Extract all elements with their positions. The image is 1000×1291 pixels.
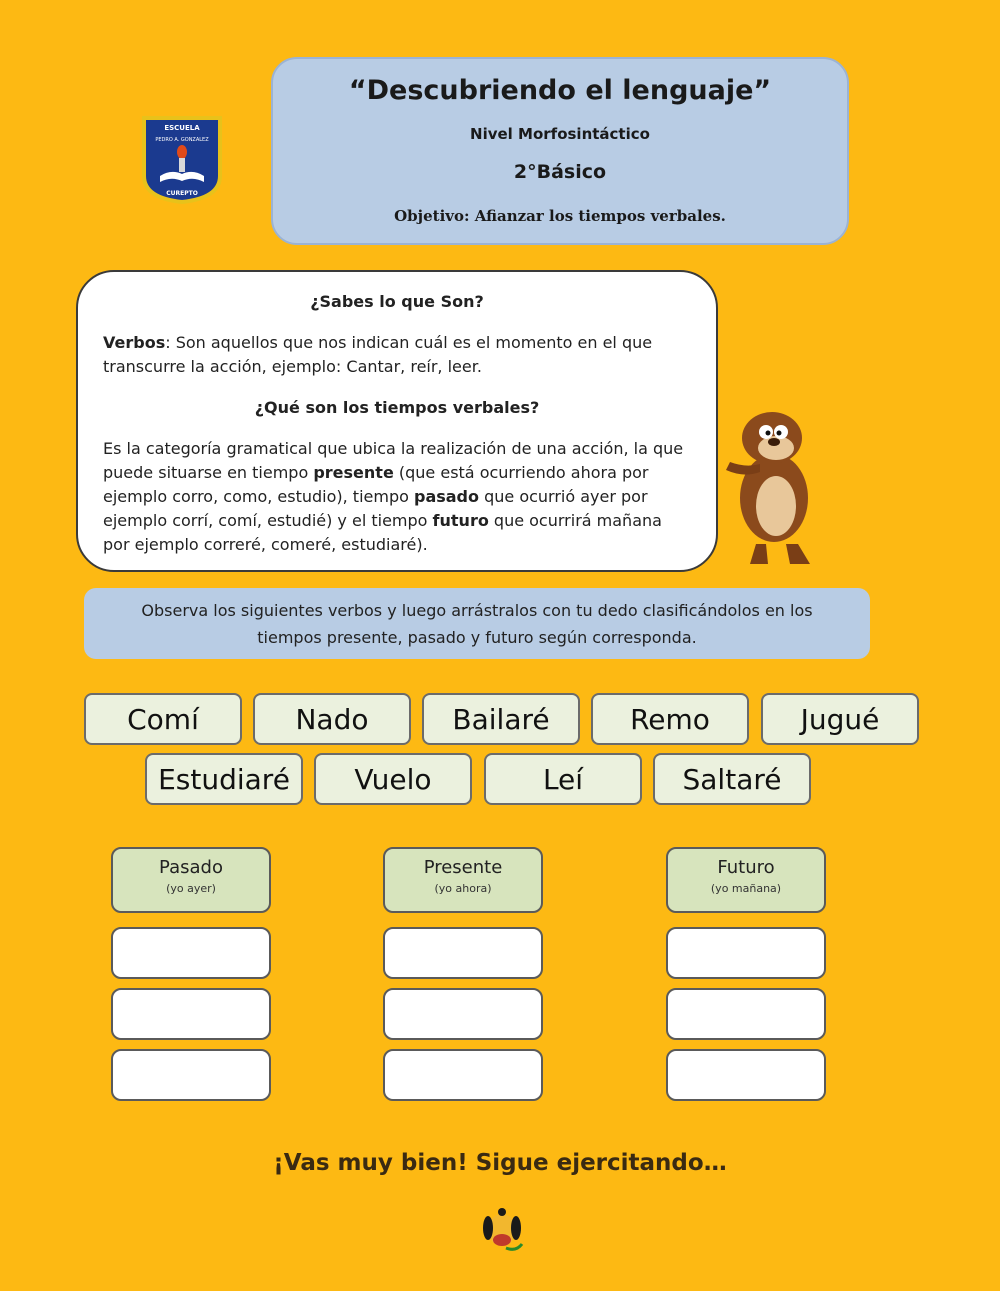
category-pasado [111, 847, 271, 913]
info-box [76, 270, 718, 572]
verbs-term: Verbos [103, 333, 166, 352]
tenses-text-d: que ocurrirá mañana por ejemplo correré, comeré, estudiaré). [103, 511, 662, 554]
tenses-text-a: Es la categoría gramatical que ubica la realización de una acción, la que puede situarse en tiempo [103, 439, 684, 482]
drop-zone-pasado-1[interactable] [111, 927, 271, 979]
drop-zone-futuro-1[interactable] [666, 927, 826, 979]
tenses-text-b: (que está ocurriendo ahora por ejemplo corro, como, estudio), tiempo [103, 463, 649, 506]
category-name: Futuro [717, 857, 775, 878]
category-futuro [666, 847, 826, 913]
page-title: “Descubriendo el lenguaje” [348, 75, 772, 106]
verbs-definition [103, 331, 691, 379]
category-name: Pasado [159, 857, 223, 878]
logo-bottom-text: CUREPTO [166, 190, 198, 197]
level-label: Nivel Morfosintáctico [470, 125, 650, 143]
tenses-definition [103, 437, 691, 557]
term-futuro: futuro [432, 511, 489, 530]
drop-zone-pasado-2[interactable] [111, 988, 271, 1040]
word-tile-vuelo[interactable]: Vuelo [314, 753, 472, 805]
pluto-dog-icon [476, 1200, 528, 1254]
instruction-text: Observa los siguientes verbos y luego arrástralos con tu dedo clasificándolos en los tiempos presente, pasado y futuro según corresponda. [141, 600, 813, 647]
grade-label: 2°Básico [513, 161, 607, 183]
verbs-definition-text: : Son aquellos que nos indican cuál es el momento en el que transcurre la acción, ejemplo: Cantar, reír, leer. [103, 333, 653, 376]
info-heading-verbs: ¿Sabes lo que Son? [310, 292, 484, 311]
tasmanian-devil-icon [716, 398, 828, 568]
word-tile-comi[interactable]: Comí [84, 693, 242, 745]
word-tile-bailare[interactable]: Bailaré [422, 693, 580, 745]
word-tile-saltare[interactable]: Saltaré [653, 753, 811, 805]
category-name: Presente [423, 857, 503, 878]
info-heading-tenses: ¿Qué son los tiempos verbales? [254, 398, 540, 417]
drop-zone-presente-1[interactable] [383, 927, 543, 979]
school-logo [140, 114, 224, 204]
word-tile-remo[interactable]: Remo [591, 693, 749, 745]
drop-zone-presente-2[interactable] [383, 988, 543, 1040]
word-tile-nado[interactable]: Nado [253, 693, 411, 745]
drop-zone-pasado-3[interactable] [111, 1049, 271, 1101]
word-tile-estudiare[interactable]: Estudiaré [145, 753, 303, 805]
logo-top-text: ESCUELA [164, 124, 200, 132]
word-tile-jugue[interactable]: Jugué [761, 693, 919, 745]
tenses-text-c: que ocurrió ayer por ejemplo corrí, comí, estudié) y el tiempo [103, 487, 648, 530]
header-box [271, 57, 849, 245]
category-presente [383, 847, 543, 913]
term-pasado: pasado [413, 487, 479, 506]
category-sub: (yo ahora) [434, 882, 492, 895]
closing-message: ¡Vas muy bien! Sigue ejercitando… [273, 1150, 727, 1176]
word-tile-lei[interactable]: Leí [484, 753, 642, 805]
drop-zone-presente-3[interactable] [383, 1049, 543, 1101]
instruction-box [84, 588, 870, 659]
objective-text: Objetivo: Afianzar los tiempos verbales. [394, 207, 726, 225]
category-sub: (yo mañana) [710, 882, 782, 895]
logo-arc-text: PEDRO A. GONZALEZ [155, 137, 209, 143]
category-sub: (yo ayer) [166, 882, 216, 895]
drop-zone-futuro-2[interactable] [666, 988, 826, 1040]
drop-zone-futuro-3[interactable] [666, 1049, 826, 1101]
term-presente: presente [313, 463, 394, 482]
